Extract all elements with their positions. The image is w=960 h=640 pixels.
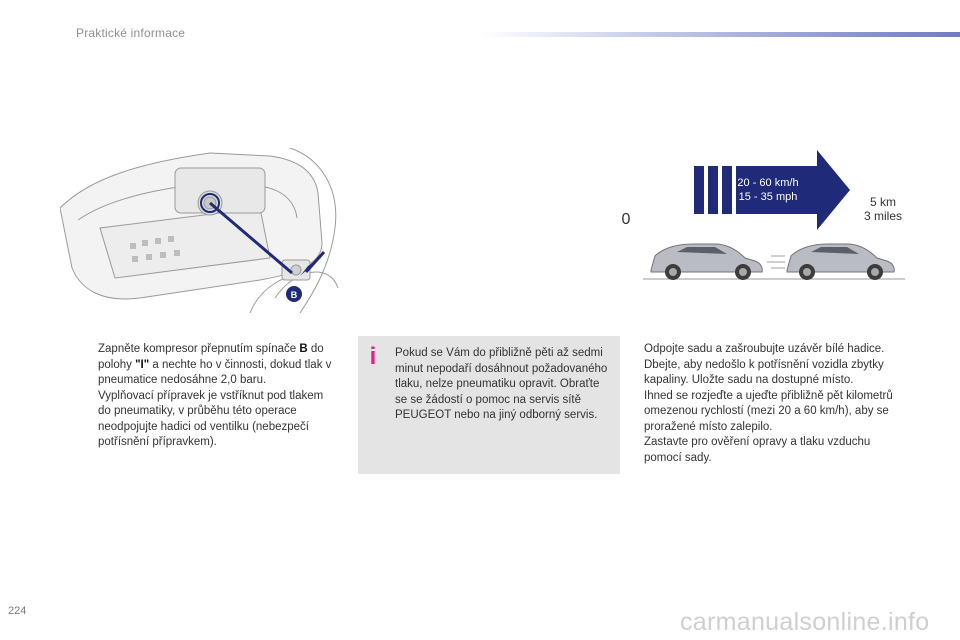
left-instructions [76, 342, 338, 451]
info-box [358, 336, 620, 474]
info-icon: i [369, 343, 377, 370]
instruction-continuation: Vyplňovací přípravek je vstříknut pod tlakem do pneumatiky, v průběhu této operace neodpojujte hadici od ventilku (nebezpečí potřísnění přípravkem). [98, 389, 324, 448]
position-i-bold: "I" [135, 358, 150, 371]
speed-kmh-label: 20 - 60 km/h [737, 177, 799, 189]
distance-miles-label: 3 miles [863, 209, 903, 223]
instruction-text-3: a nechte ho v činnosti, dokud tlak v pneumatice nedosáhne 2,0 baru. [98, 358, 332, 386]
switch-b-label: B [290, 290, 298, 300]
page-section-title: Praktické informace [76, 26, 186, 40]
header-gradient-bar [480, 32, 960, 37]
drive-speed-illustration [615, 148, 915, 283]
distance-km-label: 5 km [869, 195, 897, 209]
start-distance-label: 0 [621, 211, 631, 228]
instruction-continuation: Dbejte, aby nedošlo k potřísnění vozidla zbytky kapaliny. Uložte sadu na dostupné místo. [644, 358, 884, 386]
instruction-text-1: Zapněte kompresor přepnutím spínače [98, 343, 300, 355]
page-number: 224 [8, 605, 27, 617]
instruction-item [622, 342, 902, 389]
watermark: carmanualsonline.info [680, 608, 930, 636]
right-instructions [622, 342, 902, 466]
car-moving [767, 244, 894, 280]
compressor-illustration [60, 148, 340, 313]
car-start [651, 244, 762, 280]
instruction-item [622, 435, 902, 466]
info-text: Pokud se Vám do přibližně pěti až sedmi minut nepodaří dosáhnout požadovaného tlaku, nelze pneumatiku opravit. Obraťte se se žádostí o pomoc na servis sítě PEUGEOT nebo na jiný odborný servis. [395, 347, 608, 421]
instruction-text-2: do polohy [98, 343, 324, 371]
instruction-text: Ihned se rozjeďte a ujeďte přibližně pět kilometrů omezenou rychlostí (mezi 20 a 60 km/h), aby se proražené místo zalepilo. [644, 389, 893, 433]
instruction-text: Zastavte pro ověření opravy a tlaku vzduchu pomocí sady. [644, 436, 871, 464]
switch-b-bold: B [299, 343, 308, 355]
instruction-text: Odpojte sadu a zašroubujte uzávěr bílé hadice. [644, 343, 885, 355]
instruction-item [76, 342, 338, 451]
speed-mph-label: 15 - 35 mph [738, 191, 798, 203]
instruction-item [622, 389, 902, 436]
